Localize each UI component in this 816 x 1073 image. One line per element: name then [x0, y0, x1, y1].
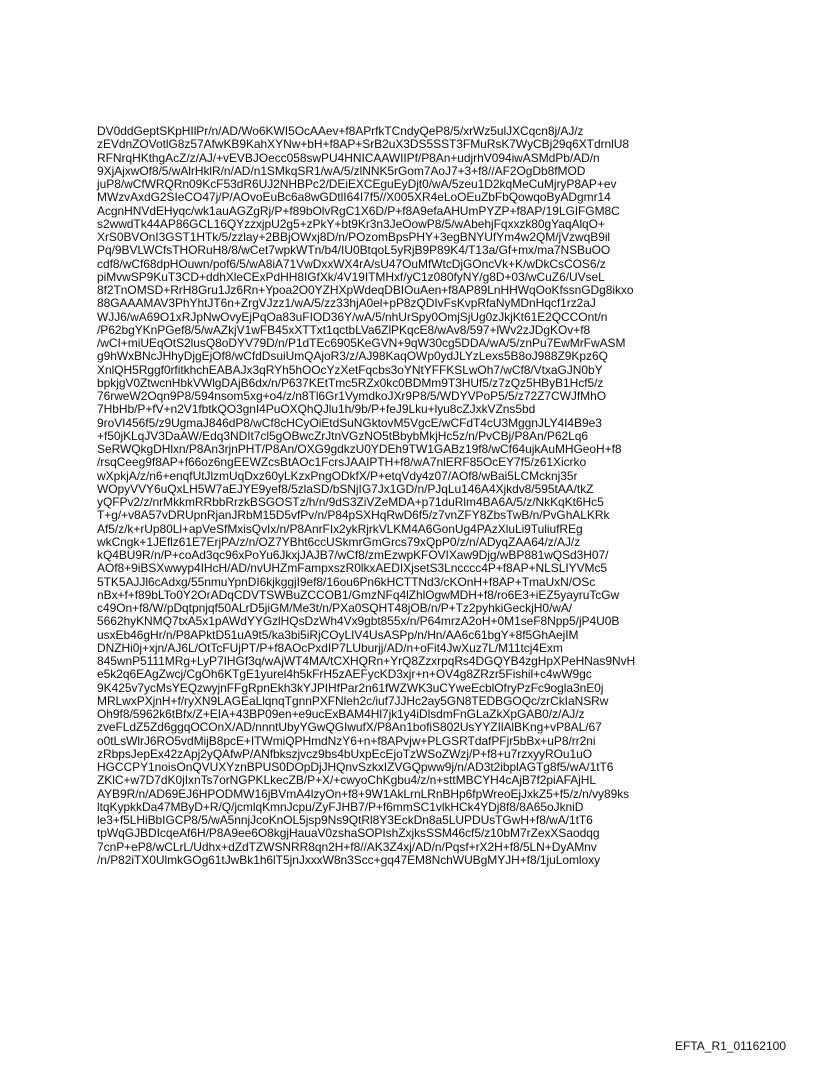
text-line: MRLwxPXjnH+f/ryXN9LAGEaLlqnqTgnnPXFNleh2c/iuf7JJHc2ay5GN8TEDBGOQc/zrCkIaNSRw	[97, 693, 609, 708]
text-line: wkCngk+1JEflz61E7ErjPA/z/n/OZ7YBht6ccUSkmrGmGrcs79xQpP0/z/n/ADyqZAA64/z/AJ/z	[97, 534, 581, 549]
text-line: nBx+f+f89bLTo0Y2OrADqCDVTSWBuZCCOB1/GmzNFq4lZhlOgwMDH+f8/ro6E3+iEZ5yayruTcGw	[97, 587, 620, 602]
text-line: 8f2TnOMSD+RrH8Gru1Jz6Rn+Ypoa2O0YZHXpWdeqDBIOuAen+f8AP89LnHHWqOoKfssnGDg8ikxo	[97, 283, 634, 297]
text-line: Pq/9BVLWCfsTHORuH8/8/wCet7wpkWTn/b4/IU0BtqoL5yRjB9P89K4/T13a/Gf+mx/ma7NSBuOO	[97, 243, 611, 258]
text-line: zEVdnZOVotlG8z57AfwKB9KahXYNw+bH+f8AP+SrB2uX3DS5SST3FMuRsK7WyCBj29q6XTdrnlU8	[97, 137, 630, 152]
text-line: AYB9R/n/AD69EJ6HPODMW16jBVmA4lzyOn+f8+9W1AkLrnLRnBHp6fpWreoEjJxkZ5+f5/z/n/vy89ks	[97, 786, 630, 801]
text-line: /wCI+miUEqOtS2lusQ8oDYV79D/n/P1dTEc6905KeGVN+9qW30cg5DDA/wA/5/znPu7EwMrFwASM	[97, 336, 626, 350]
text-line: yQFPv2/z/nrMkkmRRbbRrzkBSGOSTz/h/n/9dS3ZiVZeMDA+p71duRlm4BA6A/5/z/NkKqKt6Hc5	[97, 495, 604, 509]
text-line: HGCCPY1noisOnQVUXYznBPUS0DOpDjJHQnvSzkxIZVGQpww9j/n/AD3t2ibplAGTg8f5/wA/1tT6	[97, 760, 614, 774]
text-line: DNZHi0j+xjn/AJ6L/OtTcFUjPT/P+f8AOcPxdIP7LUburjj/AD/n+oFit4JwXuz7L/M11tcj4Exm	[97, 640, 563, 655]
text-line: 5662hyKNMQ7txA5x1pAWdYYGzlHQsDzWh4Vx9gbt855x/n/P64mrzA2oH+0M1seF8Npp5/jP4U0B	[97, 614, 620, 629]
text-line: /rsqCeeg9f8AP+f66oz6ngEEWZcsBtAOc1FcrsJAAIPTH+f8/wA7nlERF85OcEY7f5/z61Xicrko	[97, 455, 587, 470]
text-line: DV0ddGeptSKpHIlPr/n/AD/Wo6KWI5OcAAev+f8APrfkTCndyQeP8/5/xrWz5ulJXCqcn8j/AJ/z	[97, 124, 584, 138]
text-line: 9XjAjxwOf8/5/wAlrHklR/n/AD/n1SMkqSR1/wA/5/zlNNK5rGom7AoJ7+3+f8//AF2OgDb8fMOD	[97, 163, 586, 178]
text-line: AOf8+9iBSXwwyp4IHcH/AD/nvUHZmFampxszR0lkxAEDIXjsetS3Lncccc4P+f8AP+NLSLIYVMc5	[97, 561, 608, 576]
text-line: g9hWxBNcJHhyDjgEjOf8/wCfdDsuiUmQAjoR3/z/AJ98KaqOWp0ydJLYzLexs5B8oJ988Z9Kpz6Q	[97, 349, 608, 364]
text-line: zveFLdZ5Zd6ggqOCOnX/AD/nnntUbyYGwQGIwufX/P8An1bofiS802UsYYZIlAlBKng+vP8AL/67	[97, 720, 602, 735]
text-line: wXpkjA/z/n6+enqfUtJlzmUqDxz60yLKzxPngODkfX/P+etqVdy4z07/AOf8/wBai5LCMcknj35r	[97, 468, 578, 483]
text-line: T+g/+v8A57vDRUpnRjanJRbM15D5vfPv/n/P84pSXHqRwD6f5/z7vnZFY8ZbsTwB/n/PvGhALKRk	[97, 508, 610, 523]
text-line: WJJ6/wA69O1xRJpNwOvyEjPqOa83uFIOD36Y/wA/5/nhUrSpy0OmjSjUg0zJkjKt61E2QCCOnt/n	[97, 309, 608, 324]
text-line: e5k2q6EAgZwcj/CgOh6KTgE1yurel4h5kFrH5zAEFycKD3xjr+n+OV4g8ZRzr5Fishil+c4wW9gc	[97, 667, 592, 682]
text-line: usxEb46gHr/n/P8APktD51uA9t5/ka3bi5iRjCOyLIV4UsASPp/n/Hn/AA6c61bgY+8f5GhAejIM	[97, 627, 579, 642]
text-line: 9K425v7ycMsYEQzwyjnFFgRpnEkh3kYJPIHfPar2n61fWZWK3uCYweEcblOfryPzFc9ogla3nE0j	[97, 680, 604, 695]
text-line: bpkjgV0ZtwcnHbkVWlgDAjB6dx/n/P637KEtTmc5RZx0kc0BDMm9T3HUf5/z7zQz5HByB1Hcf5/z	[97, 375, 604, 390]
text-line: 9roVI456f5/z9UgmaJ846dP8/wCf8cHCyOiEtdSuNGktovM5VgcE/wCFdT4cU3MggnJLY4I4B9e3	[97, 415, 602, 430]
text-line: MWzvAxdG2SIeCO47j/P/AOvoEuBc6a8wGDtlI64I7f5//X005XR4eLoOEuZbFbQowqoByADgmr14	[97, 190, 611, 205]
text-line: Oh9f8/5962k6tBfx/Z+EIA+43BP09en+e9ucExBAM4Hl7jk1y4iDlsdmFnGLaZkXpGAB0/z/AJ/z	[97, 707, 585, 721]
text-line: 88GAAAMAV3PhYhtJT6n+ZrgVJzz1/wA/5/zz33hjA0el+pP8zQDIvFsKvpRfaNyMDnHqcf1rz2aJ	[97, 296, 596, 311]
text-line: kQ4BU9R/n/P+coAd3qc96xPoYu6JkxjJAJB7/wCf8/zmEzwpKFOVIXaw9Djg/wBP881wQSd3H07/	[97, 548, 609, 562]
text-line: juP8/wCfWRQRn09KcF53dR6UJ2NHBPc2/DEiEXCEguEyDjt0/wA/5zeu1D2kqMeCuMjryP8AP+ev	[97, 177, 617, 191]
text-line: RFNrqHKthgAcZ/z/AJ/+vEVBJOecc058swPU4HNICAAWIIPf/P8An+udjrhV094iwASMdPb/AD/n	[97, 150, 600, 165]
text-line: WOpyVVY6uQxLH5W7aEJYE9yef8/5zlaSD/bSNjIG7Jx1GD/n/PJqLu146A4Xjkdv8/595tAA/tkZ	[97, 481, 594, 496]
text-line: zRbpsJepEx42zApj2yQAfwP/ANfbkszjvcz9bs4bUxpEcEjoTzWSoZWzj/P+f8+u7rzxyyROu1uO	[97, 746, 593, 761]
text-line: 7cnP+eP8/wCLrL/Udhx+dZdTZWSNRR8qn2H+f8//AK3Z4xj/AD/n/Pqsf+rX2H+f8/5LN+DyAMnv	[97, 839, 597, 854]
text-line: Af5/z/k+rUp80Ll+apVeSfMxisQvIx/n/P8AnrFIx2ykRjrkVLKM4A6GonUg4PAzXluLi9TuliufREg	[97, 521, 583, 536]
text-line: ZKlC+w7D7dK0jIxnTs7orNGPKLkecZB/P+X/+cwyoChKgbu4/z/n+sttMBCYH4cAjB7f2piAFAjHL	[97, 773, 597, 788]
text-line: 845wnP5111MRg+LyP7IHGf3q/wAjWT4MA/tCXHQRn+YrQ8ZzxrpqRs4DGQYB4zgHpXPeHNas9NvH	[97, 654, 636, 668]
text-line: XrS0BVOnI3GST1HTk/5/zzlay+2BBjOWxj8D/n/POzomBpsPHY+3egBNYUfYm4w2QM/jVzwqB9il	[97, 230, 611, 244]
encoded-text-block	[97, 125, 757, 867]
text-line: 5TK5AJJl6cAdxg/55nmuYpnDI6kjkggjI9ef8/16ou6Pn6kHCTTNd3/cKOnH+f8AP+TmaUxN/OSc	[97, 574, 596, 589]
text-line: ltqKypkkDa47MByD+R/Q/jcmlqKmnJcpu/ZyFJHB7/P+f6mmSC1vlkHCk4YDj8f8/8A65oJkniD	[97, 799, 584, 814]
document-id-footer: EFTA_R1_01162100	[675, 1039, 786, 1053]
text-line: 7HbHb/P+fV+n2V1fbtkQO3gnI4PuOXQhQJlu1h/9b/P+feJ9Lku+lyu8cZJxkVZns5bd	[97, 402, 536, 417]
text-line: le3+f5LHiBbIGCP8/5/wA5nnjJcoKnOL5jsp9Ns9QtRl8Y3EckDn8a5LUPDUsTGwH+f8/wA/1tT6	[97, 813, 593, 827]
text-line: cdf8/wCf68dpHOuwn/pof6/5/wA8iA71VwDxxWX4rA/sU47OuMfWtcDjGOncVk+K/wDkCsCOS6/z	[97, 256, 606, 271]
text-line: /P62bgYKnPGef8/5/wAZkjV1wFB45xXTTxt1qctbLVa6ZlPKqcE8/wAv8/597+lWv2zJDgKOv+f8	[97, 322, 591, 337]
text-line: c49On+f8/W/pDqtpnjqf50ALrD5jiGM/Me3t/n/PXa0SQHT48jOB/n/P+Tz2pyhkiGeckjH0/wA/	[97, 601, 573, 615]
text-line: SeRWQkgDHlxn/P8An3rjnPHT/P8An/OXG9gdkzU0YDEh9TW1GABz19f8/wCf64ujkAuMHGeoH+f8	[97, 442, 622, 456]
text-line: XnlQH5Rggf0rfitkhchEABAJx3qRYh5hOOcYzXetFqcbs3oYNtYFFKSLwOh7/wCf8/VtxaGJN0bY	[97, 362, 603, 377]
text-line: 76rweW2Oqn9P8/594nsom5xg+o4/z/n8Tl6Gr1VymdkoJXr9P8/5/WDYVPoP5/5/z72Z7CWJfMhO	[97, 389, 606, 403]
text-line: AcgnHNVdEHyqc/wk1auAGZgRj/P+f89bOlvRgC1X6D/P+f8A9efaAHUmPYZP+f8AP/19LGIFGM8C	[97, 203, 620, 218]
text-line: o0tLsWlrJ6RO5vdMijB8pcE+ITWmiQPHmdNzY6+n+f8APvjw+PLGSRTdafPFjr5bBx+uP8/rr2ni	[97, 733, 596, 748]
text-line: /n/P82iTX0UlmkGOg61tJwBk1h6lT5jnJxxxW8n3Scc+gq47EM8NchWUBgMYJH+f8/1juLomloxy	[97, 852, 601, 867]
text-line: +f50jKLqJV3DaAW/Edq3NDIt7cl5gOBwcZrJtnVGzNO5tBbybMkjHc5z/n/PvCBj/P8An/P62Lq6	[97, 428, 588, 443]
text-line: piMvwSP9KuT3CD+ddhXleCExPdHH8IGfXk/4V19ITMHxf/yC1z080fyNY/g8D+03/wCuZ6/UVseL	[97, 269, 605, 284]
text-line: s2wwdTk44AP86GCL16QYzzxjpU2g5+zPkY+bt9Kr3n3JeOowP8/5/wAbehjFqxxzk80gYaqAlqO+	[97, 216, 605, 231]
text-line: tpWqGJBDIcqeAf6H/P8A9ee6O8kgjHauaV0zshaSOPIshZxjksSSM46cf5/z10bM7rZexXSaodqg	[97, 826, 600, 841]
